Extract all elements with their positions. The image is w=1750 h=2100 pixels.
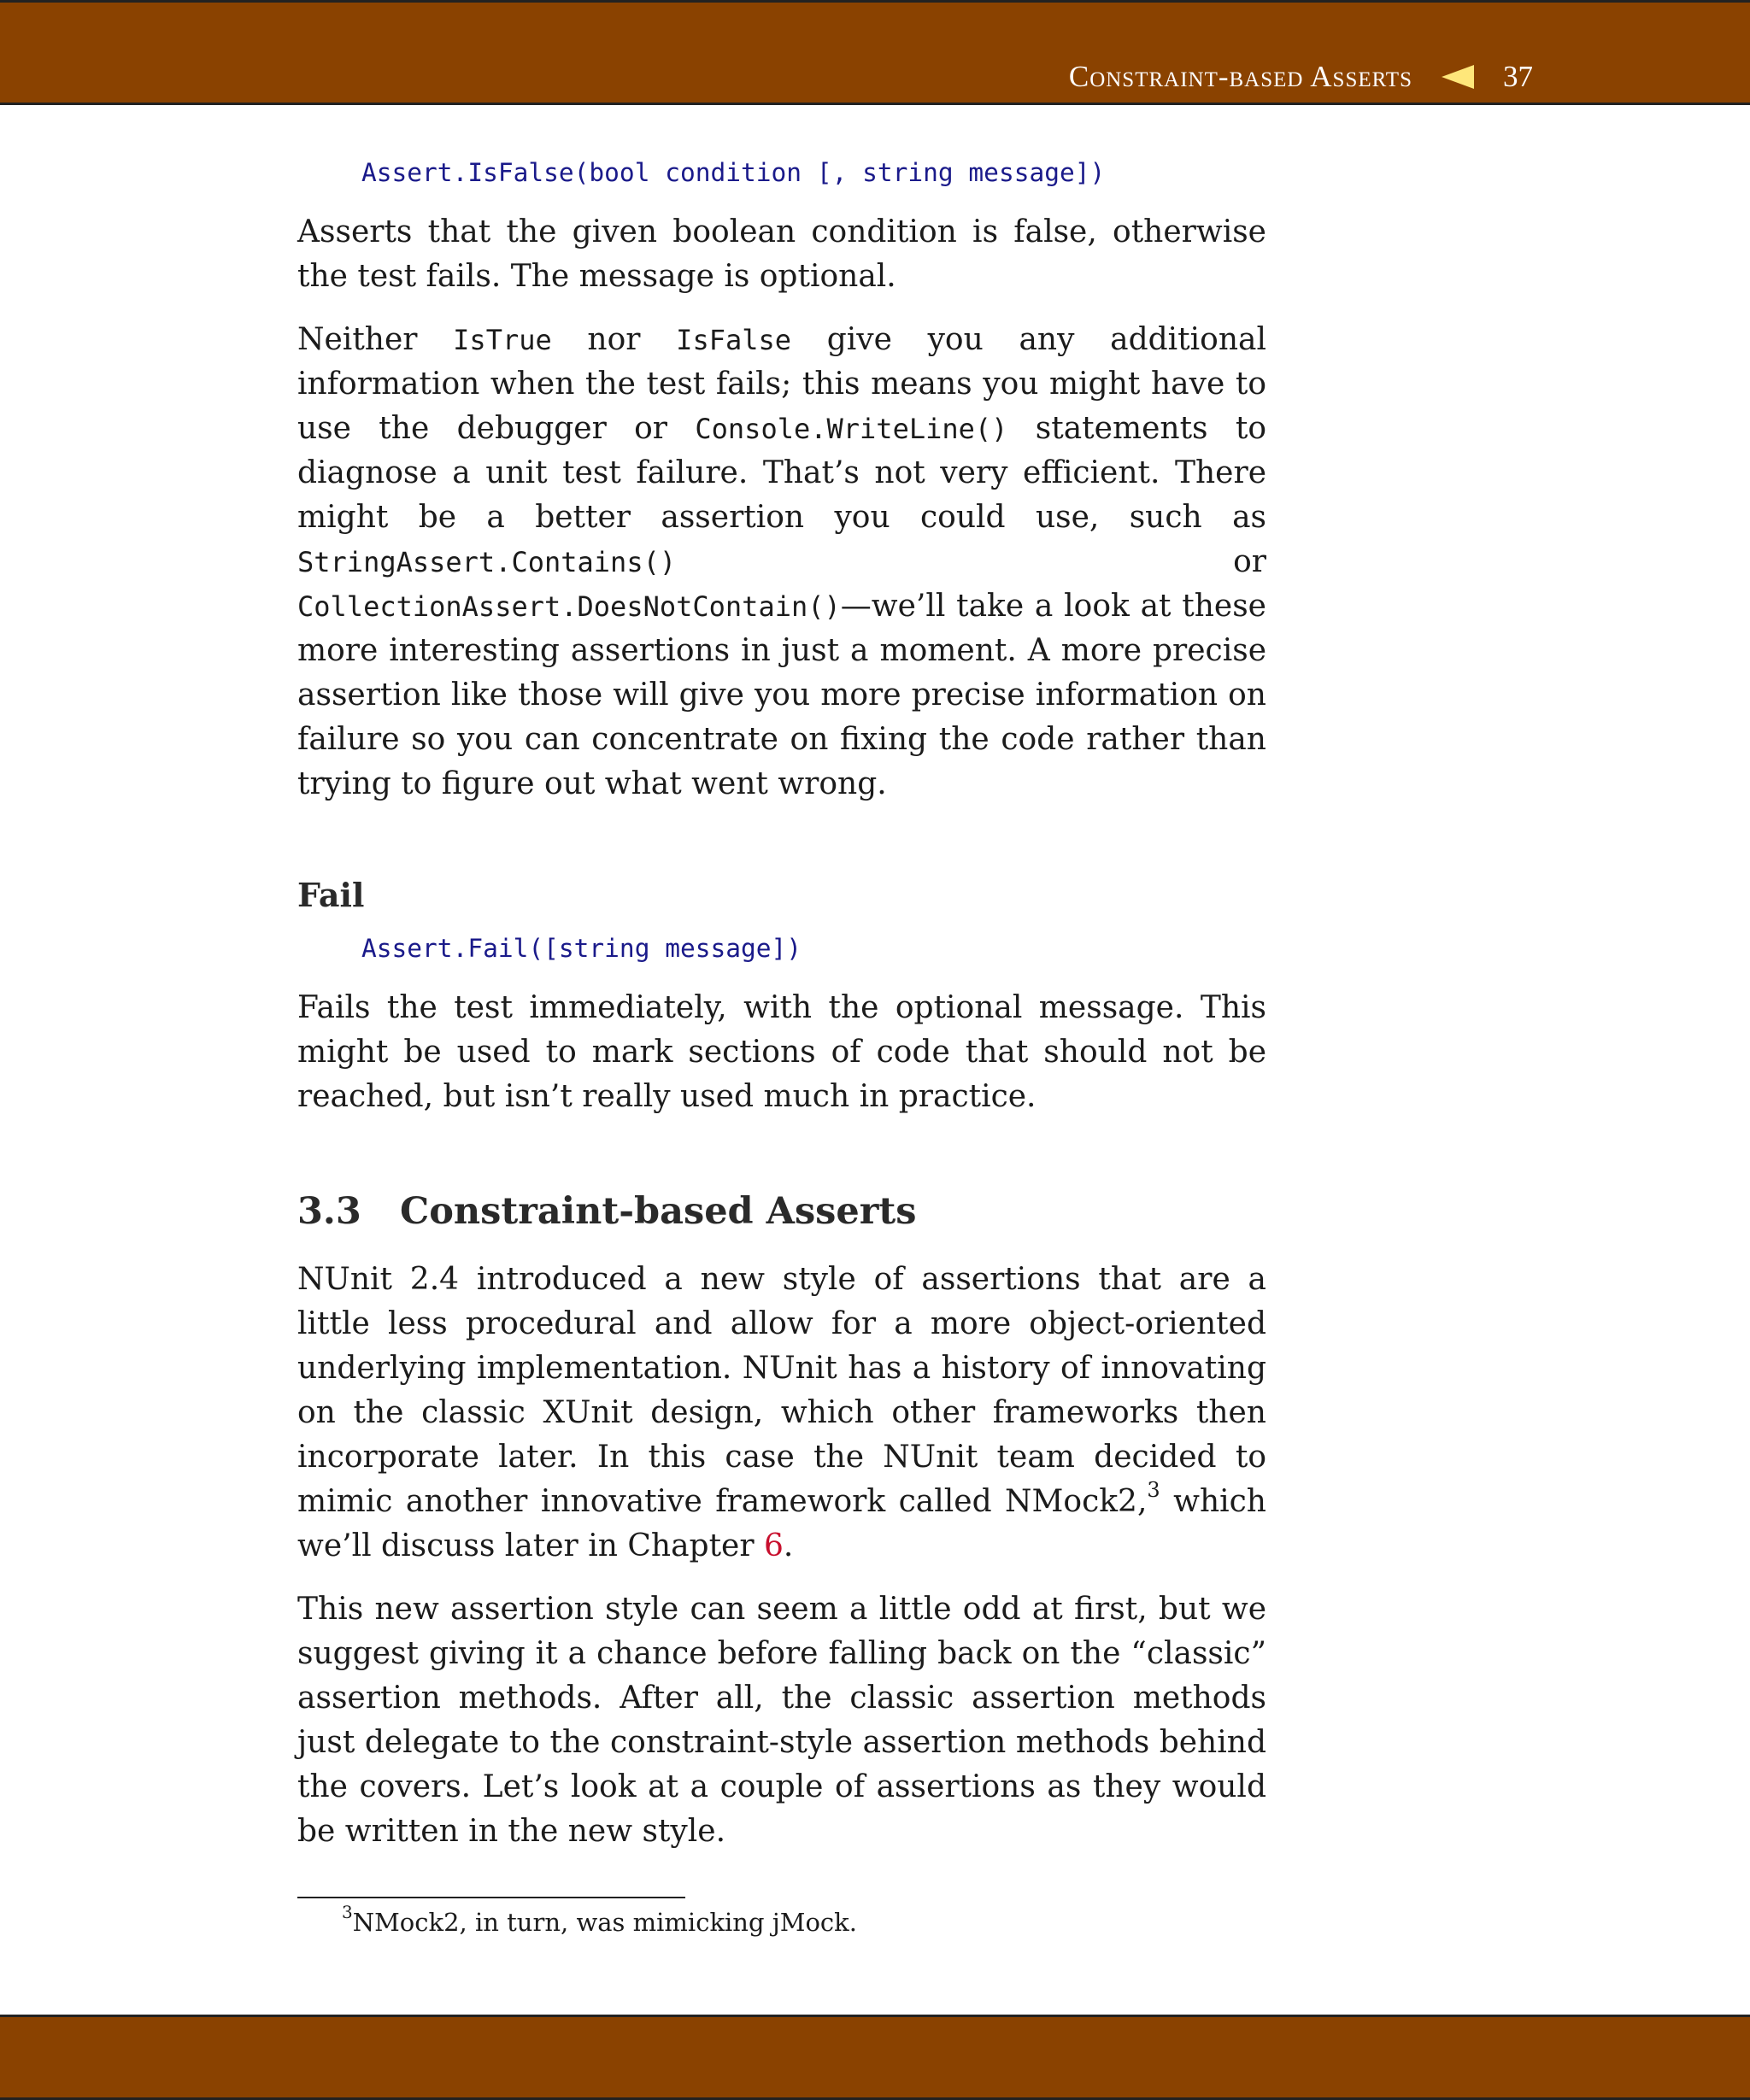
code-stringassert-contains: StringAssert.Contains(): [297, 546, 677, 578]
footnote-marker: 3: [342, 1902, 353, 1923]
section-heading: [297, 1188, 1266, 1235]
footnote-text: NMock2, in turn, was mimicking jMock.: [352, 1908, 857, 1937]
footnote: [342, 1903, 1266, 1941]
header-band: [0, 0, 1750, 105]
section-paragraph-2: This new assertion style can seem a little odd at first, but we suggest giving it a chance before falling back on the “classic” assertion methods. After all, the classic assertion methods just delegate to the constraint-style assertion methods behind the covers. Let’s look at a couple of assertions as they would be written in the new style.: [297, 1592, 1266, 1849]
footer-band: [0, 2015, 1750, 2100]
page-body: [297, 150, 1266, 1941]
code-istrue: IsTrue: [453, 324, 552, 356]
fail-signature: Assert.Fail([string message]): [361, 934, 802, 963]
code-isfalse: IsFalse: [676, 324, 792, 356]
running-head: [1069, 56, 1533, 98]
neither-paragraph: Neither IsTrue nor IsFalse give you any additional information when the test fails; this means you might have to use the debugger or Console.WriteLine() statements to diagnose a unit test failure. That’s not very efficient. There might be a better assertion you could use, such as StringAssert.Contains() or CollectionAssert.DoesNotContain()—we’ll take a look at these more interesting assertions in just a moment. A more precise assertion like those will give you more precise information on failure so you can concentrate on fixing the code rather than trying to figure out what went wrong.: [297, 322, 1266, 801]
section-number: 3.3: [297, 1190, 361, 1233]
footnote-divider: [297, 1897, 685, 1898]
fail-description: Fails the test immediately, with the optional message. This might be used to mark sections of code that should not be reached, but isn’t really used much in practice.: [297, 990, 1266, 1114]
isfalse-signature: Assert.IsFalse(bool condition [, string message]): [361, 158, 1106, 187]
section-paragraph-1: NUnit 2.4 introduced a new style of assertions that are a little less procedural and allow for a more object-oriented underlying implementation. NUnit has a history of innovating on the classic XUnit design, which other frameworks then incorporate later. In this case the NUnit team decided to mimic another innovative framework called NMock2,$^3$ which we’ll discuss later in Chapter 6.: [297, 1262, 1266, 1563]
running-title: Constraint-based Asserts: [1068, 60, 1412, 93]
section-title: Constraint-based Asserts: [400, 1190, 917, 1233]
fail-heading: Fail: [297, 876, 365, 914]
chapter-link[interactable]: 6: [764, 1528, 784, 1563]
footnote-reference[interactable]: 3: [1147, 1478, 1160, 1502]
previous-page-arrow-icon[interactable]: [1442, 65, 1474, 89]
isfalse-description: Asserts that the given boolean condition is false, otherwise the test fails. The message is optional.: [297, 214, 1266, 294]
code-collectionassert-doesnotcontain: CollectionAssert.DoesNotContain(): [297, 590, 841, 623]
code-console-writeline: Console.WriteLine(): [695, 413, 1008, 445]
page-number: 37: [1503, 60, 1533, 93]
